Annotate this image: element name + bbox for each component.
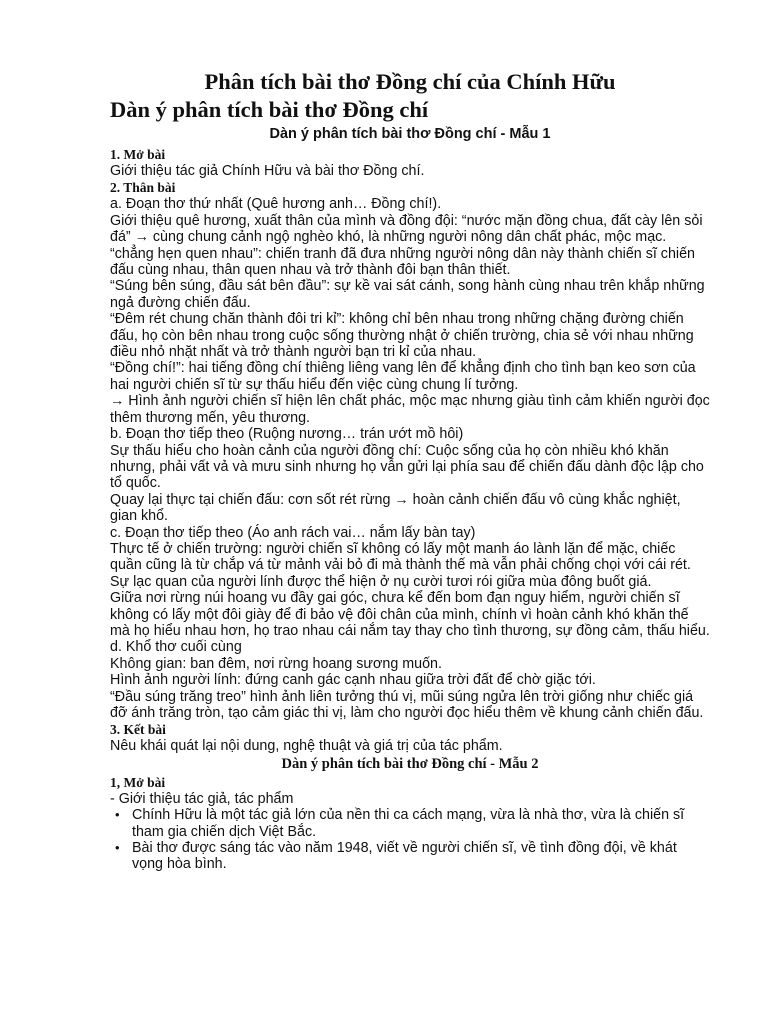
paragraph: Quay lại thực tại chiến đấu: cơn sốt rét rừng → hoàn cảnh chiến đấu vô cùng khắc nghiệt, gian khổ. (110, 491, 681, 525)
sample-1-heading: Dàn ý phân tích bài thơ Đồng chí - Mẫu 1 (269, 126, 551, 142)
list-item-text: Chính Hữu là một tác giả lớn của nền thi ca cách mạng, vừa là nhà thơ, vừa là chiến sĩ tham gia chiến dịch Việt Bắc. (132, 807, 685, 840)
paragraph: Không gian: ban đêm, nơi rừng hoang sương muốn. (110, 655, 442, 672)
document-subtitle: Dàn ý phân tích bài thơ Đồng chí (110, 97, 429, 122)
paragraph: c. Đoạn thơ tiếp theo (Áo anh rách vai… nắm lấy bàn tay) (110, 524, 476, 541)
section-mo-bai-heading: 1, Mở bài (110, 774, 166, 790)
paragraph: d. Khổ thơ cuối cùng (110, 639, 242, 656)
section-ket-bai-heading: 3. Kết bài (110, 722, 166, 738)
paragraph: “Súng bên súng, đầu sát bên đầu”: sự kề vai sát cánh, song hành cùng nhau trên khắp những ngả đường chiến đấu. (110, 278, 705, 311)
paragraph: a. Đoạn thơ thứ nhất (Quê hương anh… Đồng chí!). (110, 196, 442, 213)
sample-1-section (110, 125, 710, 755)
bullet-list (110, 807, 710, 873)
paragraph: “Đầu súng trăng treo” hình ảnh liên tưởng thú vị, mũi súng ngửa lên trời giống như chiếc giá đỡ ánh trăng tròn, tạo cảm giác thi vị, làm cho người đọc hiểu thêm về khung cảnh chiến đấu. (110, 688, 704, 721)
document-content (110, 68, 710, 873)
paragraph: Sự thấu hiểu cho hoàn cảnh của người đồng chí: Cuộc sống của họ còn nhiều khó khăn nhưng, phải vất vả và mưu sinh nhưng họ vẫn gửi lại phía sau để chiến đấu dành độc lập cho tổ quốc. (110, 442, 704, 492)
section-than-bai-heading: 2. Thân bài (110, 180, 176, 196)
paragraph: Thực tế ở chiến trường: người chiến sĩ không có lấy một manh áo lành lặn để mặc, chiếc quần cũng là từ chắp vá từ mảnh vải bỏ đi mà thành thế mà vẫn phải chống chọi với cái rét. Sự lạc quan của người lính được thể hiện ở nụ cười tươi rói giữa mùa đông buốt giá. (110, 540, 691, 590)
sample-2-heading: Dàn ý phân tích bài thơ Đồng chí - Mẫu 2 (281, 755, 539, 772)
list-item (115, 840, 710, 873)
paragraph: “Đồng chí!”: hai tiếng đồng chí thiêng liêng vang lên để khẳng định cho tình bạn keo sơn của hai người chiến sĩ từ sự thấu hiểu đến việc cùng chung lí tưởng. (110, 360, 696, 393)
paragraph: → Hình ảnh người chiến sĩ hiện lên chất phác, mộc mạc nhưng giàu tình cảm khiến người đọc thêm thương mến, yêu thương. (110, 393, 710, 426)
paragraph: Giới thiệu quê hương, xuất thân của mình và đồng đội: “nước mặn đồng chua, đất cày lên sỏi đá” → cùng chung cảnh ngộ nghèo khó, là những người nông dân chất phác, mộc mạc. (110, 212, 703, 246)
sample-2-section (110, 755, 710, 873)
document-title: Phân tích bài thơ Đồng chí của Chính Hữu (204, 69, 616, 94)
paragraph: Giới thiệu tác giả Chính Hữu và bài thơ Đồng chí. (110, 163, 425, 179)
section-mo-bai-heading: 1. Mở bài (110, 147, 166, 162)
paragraph: “Đêm rét chung chăn thành đôi tri kỉ”: không chỉ bên nhau trong những chặng đường chiến đấu, họ còn bên nhau trong cuộc sống thường nhật ở chiến trường, chia sẻ với nhau những điều nhỏ nhặt nhất và trở thành người bạn tri kỉ của nhau. (110, 311, 694, 361)
bullet-icon: • (115, 840, 120, 856)
bullet-icon: • (115, 807, 120, 823)
paragraph: - Giới thiệu tác giả, tác phẩm (110, 790, 294, 807)
paragraph: b. Đoạn thơ tiếp theo (Ruộng nương… trán ướt mồ hôi) (110, 426, 464, 443)
paragraph: “chẳng hẹn quen nhau”: chiến tranh đã đưa những người nông dân này thành chiến sĩ chiến đấu cùng nhau, thân quen nhau và trở thành đôi bạn thân thiết. (110, 245, 695, 279)
paragraph: Giữa nơi rừng núi hoang vu đầy gai góc, chưa kể đến bom đạn nguy hiểm, người chiến sĩ không có lấy một đôi giày để đi bảo vệ đôi chân của mình, chính vì hoàn cảnh khó khăn thế mà họ hiểu nhau hơn, họ trao nhau cái nắm tay thay cho tình thương, sự đồng cảm, thấu hiểu. (110, 590, 710, 639)
paragraph: Nêu khái quát lại nội dung, nghệ thuật và giá trị của tác phẩm. (110, 738, 503, 755)
list-item-text: Bài thơ được sáng tác vào năm 1948, viết về người chiến sĩ, về tình đồng đội, về khát vọng hòa bình. (132, 840, 677, 873)
paragraph: Hình ảnh người lính: đứng canh gác cạnh nhau giữa trời đất để chờ giặc tới. (110, 672, 596, 689)
list-item (115, 807, 710, 840)
